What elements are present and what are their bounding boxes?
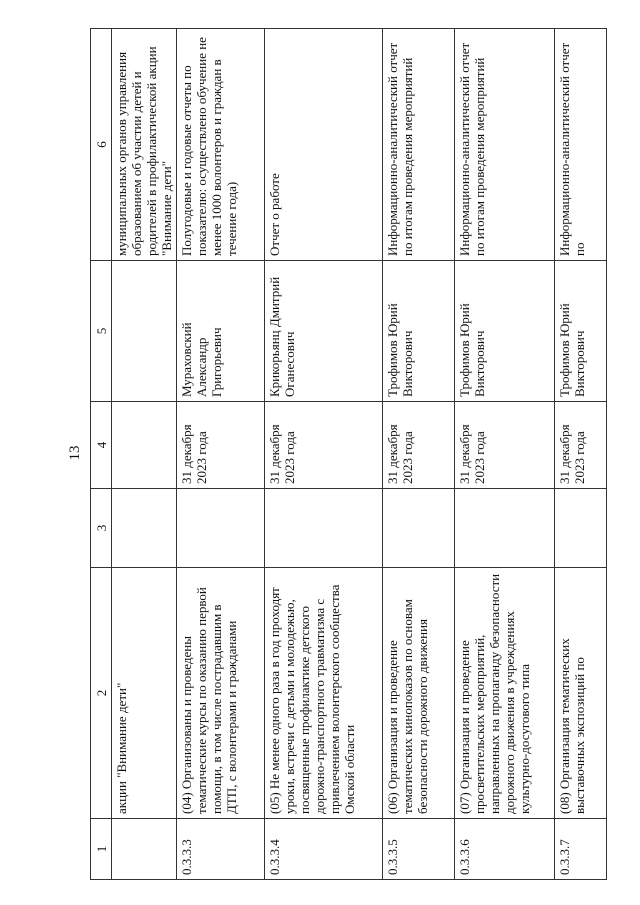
plan-table — [90, 28, 607, 880]
rotated-page — [90, 28, 600, 880]
column-header: 3 — [91, 489, 112, 568]
header-row — [91, 29, 112, 880]
row-col3 — [177, 489, 265, 568]
row-description: (08) Организация тематических выставочных экспозиций по — [555, 568, 607, 819]
row-number: 0.3.3.6 — [455, 819, 555, 880]
table-row — [177, 29, 265, 880]
row-description: (05) Не менее одного раза в год проходят уроки, встречи с детьми и молодежью, посвященные профилактике детского дорожно-транспортного травматизма с привлечением волонтерского сообщества Омской области — [265, 568, 383, 819]
table-row — [383, 29, 455, 880]
row-responsible: Крикорьянц Дмитрий Оганесович — [265, 261, 383, 402]
row-deadline: 31 декабря 2023 года — [177, 402, 265, 489]
table-row — [455, 29, 555, 880]
row-description: (04) Организованы и проведены тематические курсы по оказанию первой помощи, в том числе пострадавшим в ДТП, с волонтерами и гражданами — [177, 568, 265, 819]
row-deadline: 31 декабря 2023 года — [383, 402, 455, 489]
row-number: 0.3.3.5 — [383, 819, 455, 880]
row-responsible: Мураховский Александр Григорьевич — [177, 261, 265, 402]
row-number: 0.3.3.3 — [177, 819, 265, 880]
column-header: 4 — [91, 402, 112, 489]
table-row — [555, 29, 607, 880]
column-header: 5 — [91, 261, 112, 402]
row-col3 — [265, 489, 383, 568]
row-number: 0.3.3.4 — [265, 819, 383, 880]
row-col3 — [455, 489, 555, 568]
table-row — [265, 29, 383, 880]
row-report: Отчет о работе — [265, 29, 383, 261]
row-deadline: 31 декабря 2023 года — [265, 402, 383, 489]
row-number — [112, 819, 177, 880]
row-col3 — [112, 489, 177, 568]
column-header: 6 — [91, 29, 112, 261]
row-description: акции "Внимание дети" — [112, 568, 177, 819]
row-deadline: 31 декабря 2023 года — [555, 402, 607, 489]
row-col3 — [383, 489, 455, 568]
row-responsible — [112, 261, 177, 402]
row-deadline — [112, 402, 177, 489]
row-description: (07) Организация и проведение просветительских мероприятий, направленных на пропаганду безопасности дорожного движения в учреждениях культурно-досугового типа — [455, 568, 555, 819]
column-header: 2 — [91, 568, 112, 819]
row-col3 — [555, 489, 607, 568]
row-description: (06) Организация и проведение тематических кинопоказов по основам безопасности дорожного движения — [383, 568, 455, 819]
row-report: Информационно-аналитический отчет по итогам проведения мероприятий — [455, 29, 555, 261]
row-report: Информационно-аналитический отчет по итогам проведения мероприятий — [383, 29, 455, 261]
page-number: 13 — [67, 445, 83, 461]
column-header: 1 — [91, 819, 112, 880]
table-row — [112, 29, 177, 880]
row-report: Полугодовые и годовые отчеты по показателю: осуществлено обучение не менее 1000 волонтеров и граждан в течение года) — [177, 29, 265, 261]
row-number: 0.3.3.7 — [555, 819, 607, 880]
row-deadline: 31 декабря 2023 года — [455, 402, 555, 489]
row-responsible: Трофимов Юрий Викторович — [555, 261, 607, 402]
row-report: муниципальных органов управления образованием об участии детей и родителей в профилактической акции "Внимание дети" — [112, 29, 177, 261]
row-report: Информационно-аналитический отчет по — [555, 29, 607, 261]
row-responsible: Трофимов Юрий Викторович — [455, 261, 555, 402]
row-responsible: Трофимов Юрий Викторович — [383, 261, 455, 402]
